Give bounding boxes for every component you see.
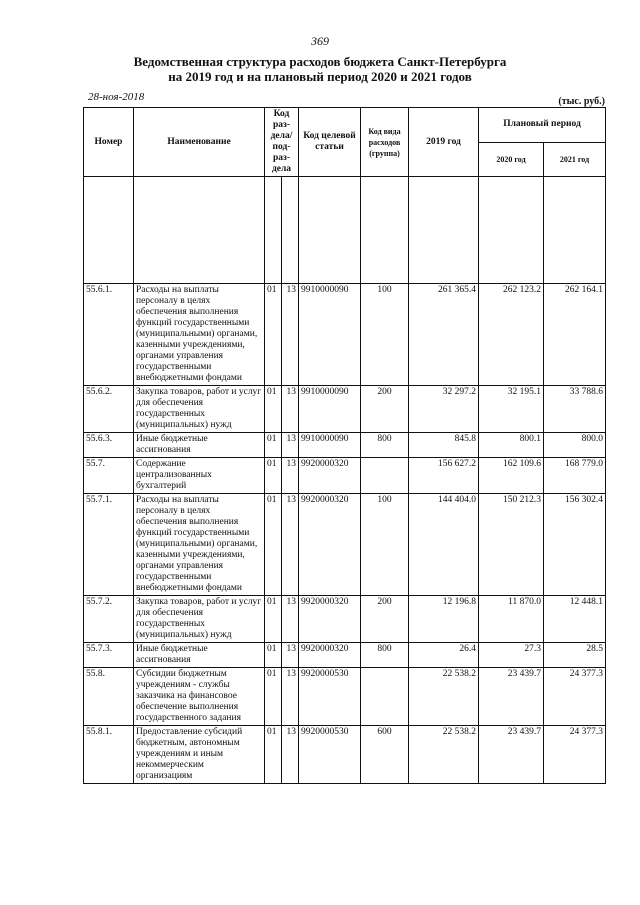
row-subsection-code: 13 bbox=[282, 494, 299, 596]
table-row bbox=[84, 668, 606, 726]
row-amount-2019: 22 538.2 bbox=[409, 726, 479, 784]
row-number: 55.7.3. bbox=[84, 643, 134, 668]
row-amount-2020: 150 212.3 bbox=[479, 494, 544, 596]
header-2021: 2021 год bbox=[544, 142, 606, 177]
row-section-code: 01 bbox=[265, 668, 282, 726]
document-title bbox=[0, 54, 640, 84]
table-row bbox=[84, 386, 606, 433]
row-section-code: 01 bbox=[265, 643, 282, 668]
row-amount-2021: 800.0 bbox=[544, 433, 606, 458]
title-line-2: на 2019 год и на плановый период 2020 и 2021 годов bbox=[168, 69, 472, 84]
row-target-code: 9920000320 bbox=[299, 458, 361, 494]
table-row bbox=[84, 596, 606, 643]
row-name: Расходы на выплаты персоналу в целях обеспечения выполнения функций государственными (муниципальными) органами, казенными учреждениями, органами управления государственными внебюджетными фондами bbox=[134, 284, 265, 386]
row-amount-2021: 156 302.4 bbox=[544, 494, 606, 596]
row-amount-2019: 144 404.0 bbox=[409, 494, 479, 596]
header-spacer bbox=[84, 177, 606, 284]
row-expense-type bbox=[361, 458, 409, 494]
row-number: 55.7.1. bbox=[84, 494, 134, 596]
row-target-code: 9920000320 bbox=[299, 596, 361, 643]
row-amount-2021: 168 779.0 bbox=[544, 458, 606, 494]
units-label: (тыс. руб.) bbox=[558, 96, 605, 107]
row-subsection-code: 13 bbox=[282, 433, 299, 458]
row-amount-2020: 11 870.0 bbox=[479, 596, 544, 643]
page-number: 369 bbox=[311, 34, 329, 48]
row-number: 55.8. bbox=[84, 668, 134, 726]
row-expense-type bbox=[361, 668, 409, 726]
row-expense-type: 100 bbox=[361, 494, 409, 596]
row-amount-2019: 156 627.2 bbox=[409, 458, 479, 494]
row-amount-2020: 23 439.7 bbox=[479, 726, 544, 784]
row-expense-type: 200 bbox=[361, 596, 409, 643]
row-target-code: 9920000320 bbox=[299, 643, 361, 668]
header-2020: 2020 год bbox=[479, 142, 544, 177]
table-row bbox=[84, 494, 606, 596]
row-amount-2020: 27.3 bbox=[479, 643, 544, 668]
row-number: 55.6.3. bbox=[84, 433, 134, 458]
row-amount-2019: 12 196.8 bbox=[409, 596, 479, 643]
row-section-code: 01 bbox=[265, 458, 282, 494]
row-section-code: 01 bbox=[265, 284, 282, 386]
table-row bbox=[84, 458, 606, 494]
header-target: Код целевой статьи bbox=[299, 108, 361, 177]
document-date: 28-ноя-2018 bbox=[88, 91, 145, 103]
table-row bbox=[84, 643, 606, 668]
row-subsection-code: 13 bbox=[282, 643, 299, 668]
row-section-code: 01 bbox=[265, 386, 282, 433]
row-amount-2021: 24 377.3 bbox=[544, 668, 606, 726]
row-expense-type: 800 bbox=[361, 433, 409, 458]
row-target-code: 9920000530 bbox=[299, 668, 361, 726]
row-name: Иные бюджетные ассигнования bbox=[134, 433, 265, 458]
row-amount-2019: 26.4 bbox=[409, 643, 479, 668]
row-name: Предоставление субсидий бюджетным, автономным учреждениям и иным некоммерческим организациям bbox=[134, 726, 265, 784]
row-amount-2020: 23 439.7 bbox=[479, 668, 544, 726]
row-name: Субсидии бюджетным учреждениям - службы заказчика на финансовое обеспечение выполнения государственного задания bbox=[134, 668, 265, 726]
row-expense-type: 800 bbox=[361, 643, 409, 668]
row-expense-type: 600 bbox=[361, 726, 409, 784]
row-amount-2019: 32 297.2 bbox=[409, 386, 479, 433]
row-amount-2020: 800.1 bbox=[479, 433, 544, 458]
row-target-code: 9910000090 bbox=[299, 433, 361, 458]
row-name: Содержание централизованных бухгалтерий bbox=[134, 458, 265, 494]
row-subsection-code: 13 bbox=[282, 668, 299, 726]
row-subsection-code: 13 bbox=[282, 596, 299, 643]
header-name: Наименование bbox=[134, 108, 265, 177]
header-planned-period: Плановый период bbox=[479, 108, 606, 143]
row-amount-2019: 22 538.2 bbox=[409, 668, 479, 726]
table-row bbox=[84, 726, 606, 784]
row-target-code: 9920000320 bbox=[299, 494, 361, 596]
table-row bbox=[84, 433, 606, 458]
row-number: 55.7. bbox=[84, 458, 134, 494]
row-expense-type: 100 bbox=[361, 284, 409, 386]
row-subsection-code: 13 bbox=[282, 458, 299, 494]
row-amount-2021: 262 164.1 bbox=[544, 284, 606, 386]
budget-table bbox=[83, 107, 606, 784]
row-target-code: 9920000530 bbox=[299, 726, 361, 784]
row-number: 55.7.2. bbox=[84, 596, 134, 643]
table-body bbox=[84, 284, 606, 784]
row-name: Расходы на выплаты персоналу в целях обеспечения выполнения функций государственными (муниципальными) органами, казенными учреждениями, органами управления государственными внебюджетными фондами bbox=[134, 494, 265, 596]
row-amount-2020: 262 123.2 bbox=[479, 284, 544, 386]
row-amount-2019: 261 365.4 bbox=[409, 284, 479, 386]
header-row bbox=[84, 108, 606, 143]
row-subsection-code: 13 bbox=[282, 386, 299, 433]
row-name: Иные бюджетные ассигнования bbox=[134, 643, 265, 668]
row-subsection-code: 13 bbox=[282, 726, 299, 784]
row-expense-type: 200 bbox=[361, 386, 409, 433]
row-amount-2019: 845.8 bbox=[409, 433, 479, 458]
header-2019: 2019 год bbox=[409, 108, 479, 177]
title-line-1: Ведомственная структура расходов бюджета Санкт-Петербурга bbox=[133, 54, 507, 69]
row-amount-2021: 28.5 bbox=[544, 643, 606, 668]
row-number: 55.6.1. bbox=[84, 284, 134, 386]
row-amount-2020: 162 109.6 bbox=[479, 458, 544, 494]
header-number: Номер bbox=[84, 108, 134, 177]
table-row bbox=[84, 284, 606, 386]
row-name: Закупка товаров, работ и услуг для обеспечения государственных (муниципальных) нужд bbox=[134, 386, 265, 433]
row-section-code: 01 bbox=[265, 726, 282, 784]
row-section-code: 01 bbox=[265, 494, 282, 596]
row-amount-2021: 33 788.6 bbox=[544, 386, 606, 433]
row-name: Закупка товаров, работ и услуг для обеспечения государственных (муниципальных) нужд bbox=[134, 596, 265, 643]
header-expense-type: Код вида расходов (группа) bbox=[361, 108, 409, 177]
row-number: 55.6.2. bbox=[84, 386, 134, 433]
row-section-code: 01 bbox=[265, 433, 282, 458]
row-amount-2020: 32 195.1 bbox=[479, 386, 544, 433]
header-section: Код раз- дела/ под- раз- дела bbox=[265, 108, 299, 177]
row-section-code: 01 bbox=[265, 596, 282, 643]
row-subsection-code: 13 bbox=[282, 284, 299, 386]
row-amount-2021: 12 448.1 bbox=[544, 596, 606, 643]
row-target-code: 9910000090 bbox=[299, 386, 361, 433]
row-amount-2021: 24 377.3 bbox=[544, 726, 606, 784]
row-target-code: 9910000090 bbox=[299, 284, 361, 386]
row-number: 55.8.1. bbox=[84, 726, 134, 784]
